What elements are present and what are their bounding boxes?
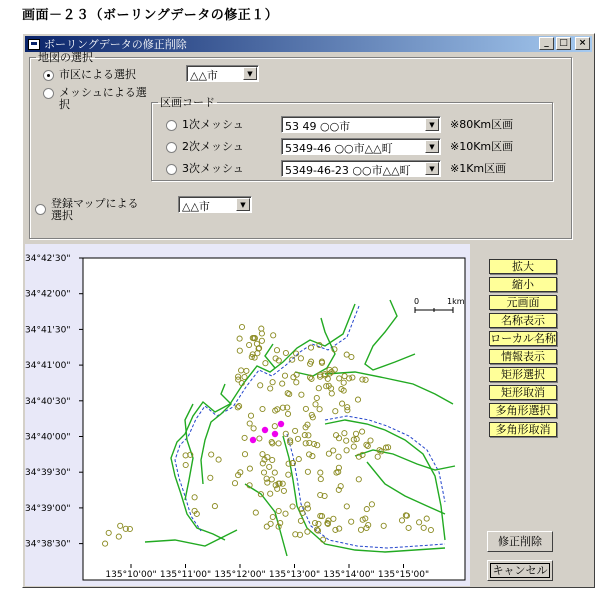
map-canvas[interactable]: [25, 244, 470, 586]
lat-tick-label: 34°40'00": [25, 432, 71, 443]
lat-tick-label: 34°40'30": [25, 396, 71, 407]
lon-tick-label: 135°15'00": [377, 570, 430, 580]
lat-tick-label: 34°41'30": [25, 325, 71, 336]
radio-mesh1[interactable]: [166, 119, 244, 131]
window-title: ボーリングデータの修正削除: [44, 38, 187, 51]
mesh2-combo-value: 5349-46 ○○市△△町: [285, 142, 393, 155]
map-tool-button-1[interactable]: 拡大: [489, 259, 557, 274]
radio-mesh3-label[interactable]: 3次メッシュ: [182, 162, 244, 175]
city-combo[interactable]: [186, 65, 259, 82]
registered-combo[interactable]: [178, 196, 252, 213]
map-tool-button-2[interactable]: 縮小: [489, 277, 557, 292]
radio-mesh1-label[interactable]: 1次メッシュ: [182, 118, 244, 131]
mesh1-combo[interactable]: [281, 116, 441, 133]
city-combo-value: △△市: [190, 69, 218, 82]
scale-km-label: 1km: [447, 297, 465, 306]
map-panel: [25, 244, 470, 586]
radio-mesh2[interactable]: [166, 141, 244, 153]
mesh3-combo-value: 5349-46-23 ○○市△△町: [285, 164, 411, 177]
lat-tick-label: 34°39'30": [25, 468, 71, 479]
selected-boring-point: [272, 431, 278, 437]
map-tool-button-5[interactable]: ローカル名称: [490, 332, 556, 345]
radio-mesh-label[interactable]: メッシュによる選択: [59, 86, 147, 111]
lat-tick-label: 34°41'00": [25, 361, 71, 372]
mesh2-note: ※10Km区画: [450, 140, 514, 153]
lon-tick-label: 135°11'00": [159, 570, 212, 580]
maximize-button[interactable]: □: [556, 37, 571, 50]
lon-tick-label: 135°13'00": [268, 570, 321, 580]
district-code-legend: 区画コード: [160, 96, 215, 109]
registered-combo-value: △△市: [182, 200, 210, 213]
radio-mesh2-label[interactable]: 2次メッシュ: [182, 140, 244, 153]
cancel-button[interactable]: キャンセル: [487, 560, 553, 581]
map-frame: [83, 258, 465, 580]
mesh1-combo-value: 53 49 ○○市: [285, 120, 351, 133]
close-button[interactable]: ×: [575, 37, 590, 50]
radio-city[interactable]: [43, 69, 136, 81]
lon-tick-label: 135°14'00": [323, 570, 375, 580]
radio-mesh3-button[interactable]: [166, 164, 177, 175]
radio-mesh3[interactable]: [166, 163, 244, 175]
map-selection-legend: 地図の選択: [38, 51, 93, 64]
mesh2-combo[interactable]: [281, 138, 441, 155]
radio-city-button[interactable]: [43, 70, 54, 81]
map-tool-button-3[interactable]: 元画面: [489, 295, 557, 310]
mesh1-note: ※80Km区画: [450, 118, 514, 131]
radio-city-label[interactable]: 市区による選択: [59, 68, 136, 81]
mesh3-note: ※1Km区画: [450, 162, 507, 175]
lat-tick-label: 34°38'30": [25, 539, 71, 550]
lat-tick-label: 34°42'00": [25, 289, 71, 300]
map-tool-button-9[interactable]: 多角形選択: [489, 403, 557, 418]
scale-zero-label: 0: [414, 297, 420, 306]
map-tool-button-10[interactable]: 多角形取消: [489, 422, 557, 437]
minimize-button[interactable]: _: [539, 37, 554, 50]
mesh3-combo[interactable]: [281, 160, 441, 177]
modify-delete-button[interactable]: 修正削除: [487, 531, 553, 552]
radio-mesh2-button[interactable]: [166, 142, 177, 153]
radio-mesh-button[interactable]: [43, 88, 54, 99]
lon-tick-label: 135°12'00": [214, 570, 266, 580]
app-icon: [28, 39, 40, 50]
chevron-down-icon[interactable]: ▼: [425, 118, 439, 131]
radio-mesh[interactable]: [43, 87, 151, 111]
lat-tick-label: 34°39'00": [25, 503, 71, 514]
selected-boring-point: [262, 427, 268, 433]
lat-tick-label: 34°42'30": [25, 254, 71, 264]
radio-registered-button[interactable]: [35, 204, 46, 215]
chevron-down-icon[interactable]: ▼: [425, 140, 439, 153]
map-tool-button-8[interactable]: 矩形取消: [489, 385, 557, 400]
selected-boring-point: [250, 437, 256, 443]
radio-mesh1-button[interactable]: [166, 120, 177, 131]
lat-ticks: [25, 254, 83, 550]
chevron-down-icon[interactable]: ▼: [236, 198, 250, 211]
dialog-window: [22, 33, 595, 588]
map-tool-button-4[interactable]: 名称表示: [489, 313, 557, 328]
chevron-down-icon[interactable]: ▼: [243, 67, 257, 80]
map-tool-button-6[interactable]: 情報表示: [489, 349, 557, 364]
lon-tick-label: 135°10'00": [105, 570, 157, 580]
chevron-down-icon[interactable]: ▼: [425, 162, 439, 175]
selected-boring-point: [278, 421, 284, 427]
page-heading: 画面－２３（ボーリングデータの修正１）: [22, 8, 279, 23]
map-tool-button-7[interactable]: 矩形選択: [489, 367, 557, 382]
radio-registered-label[interactable]: 登録マップによる選択: [51, 197, 139, 222]
radio-registered[interactable]: [35, 198, 146, 222]
